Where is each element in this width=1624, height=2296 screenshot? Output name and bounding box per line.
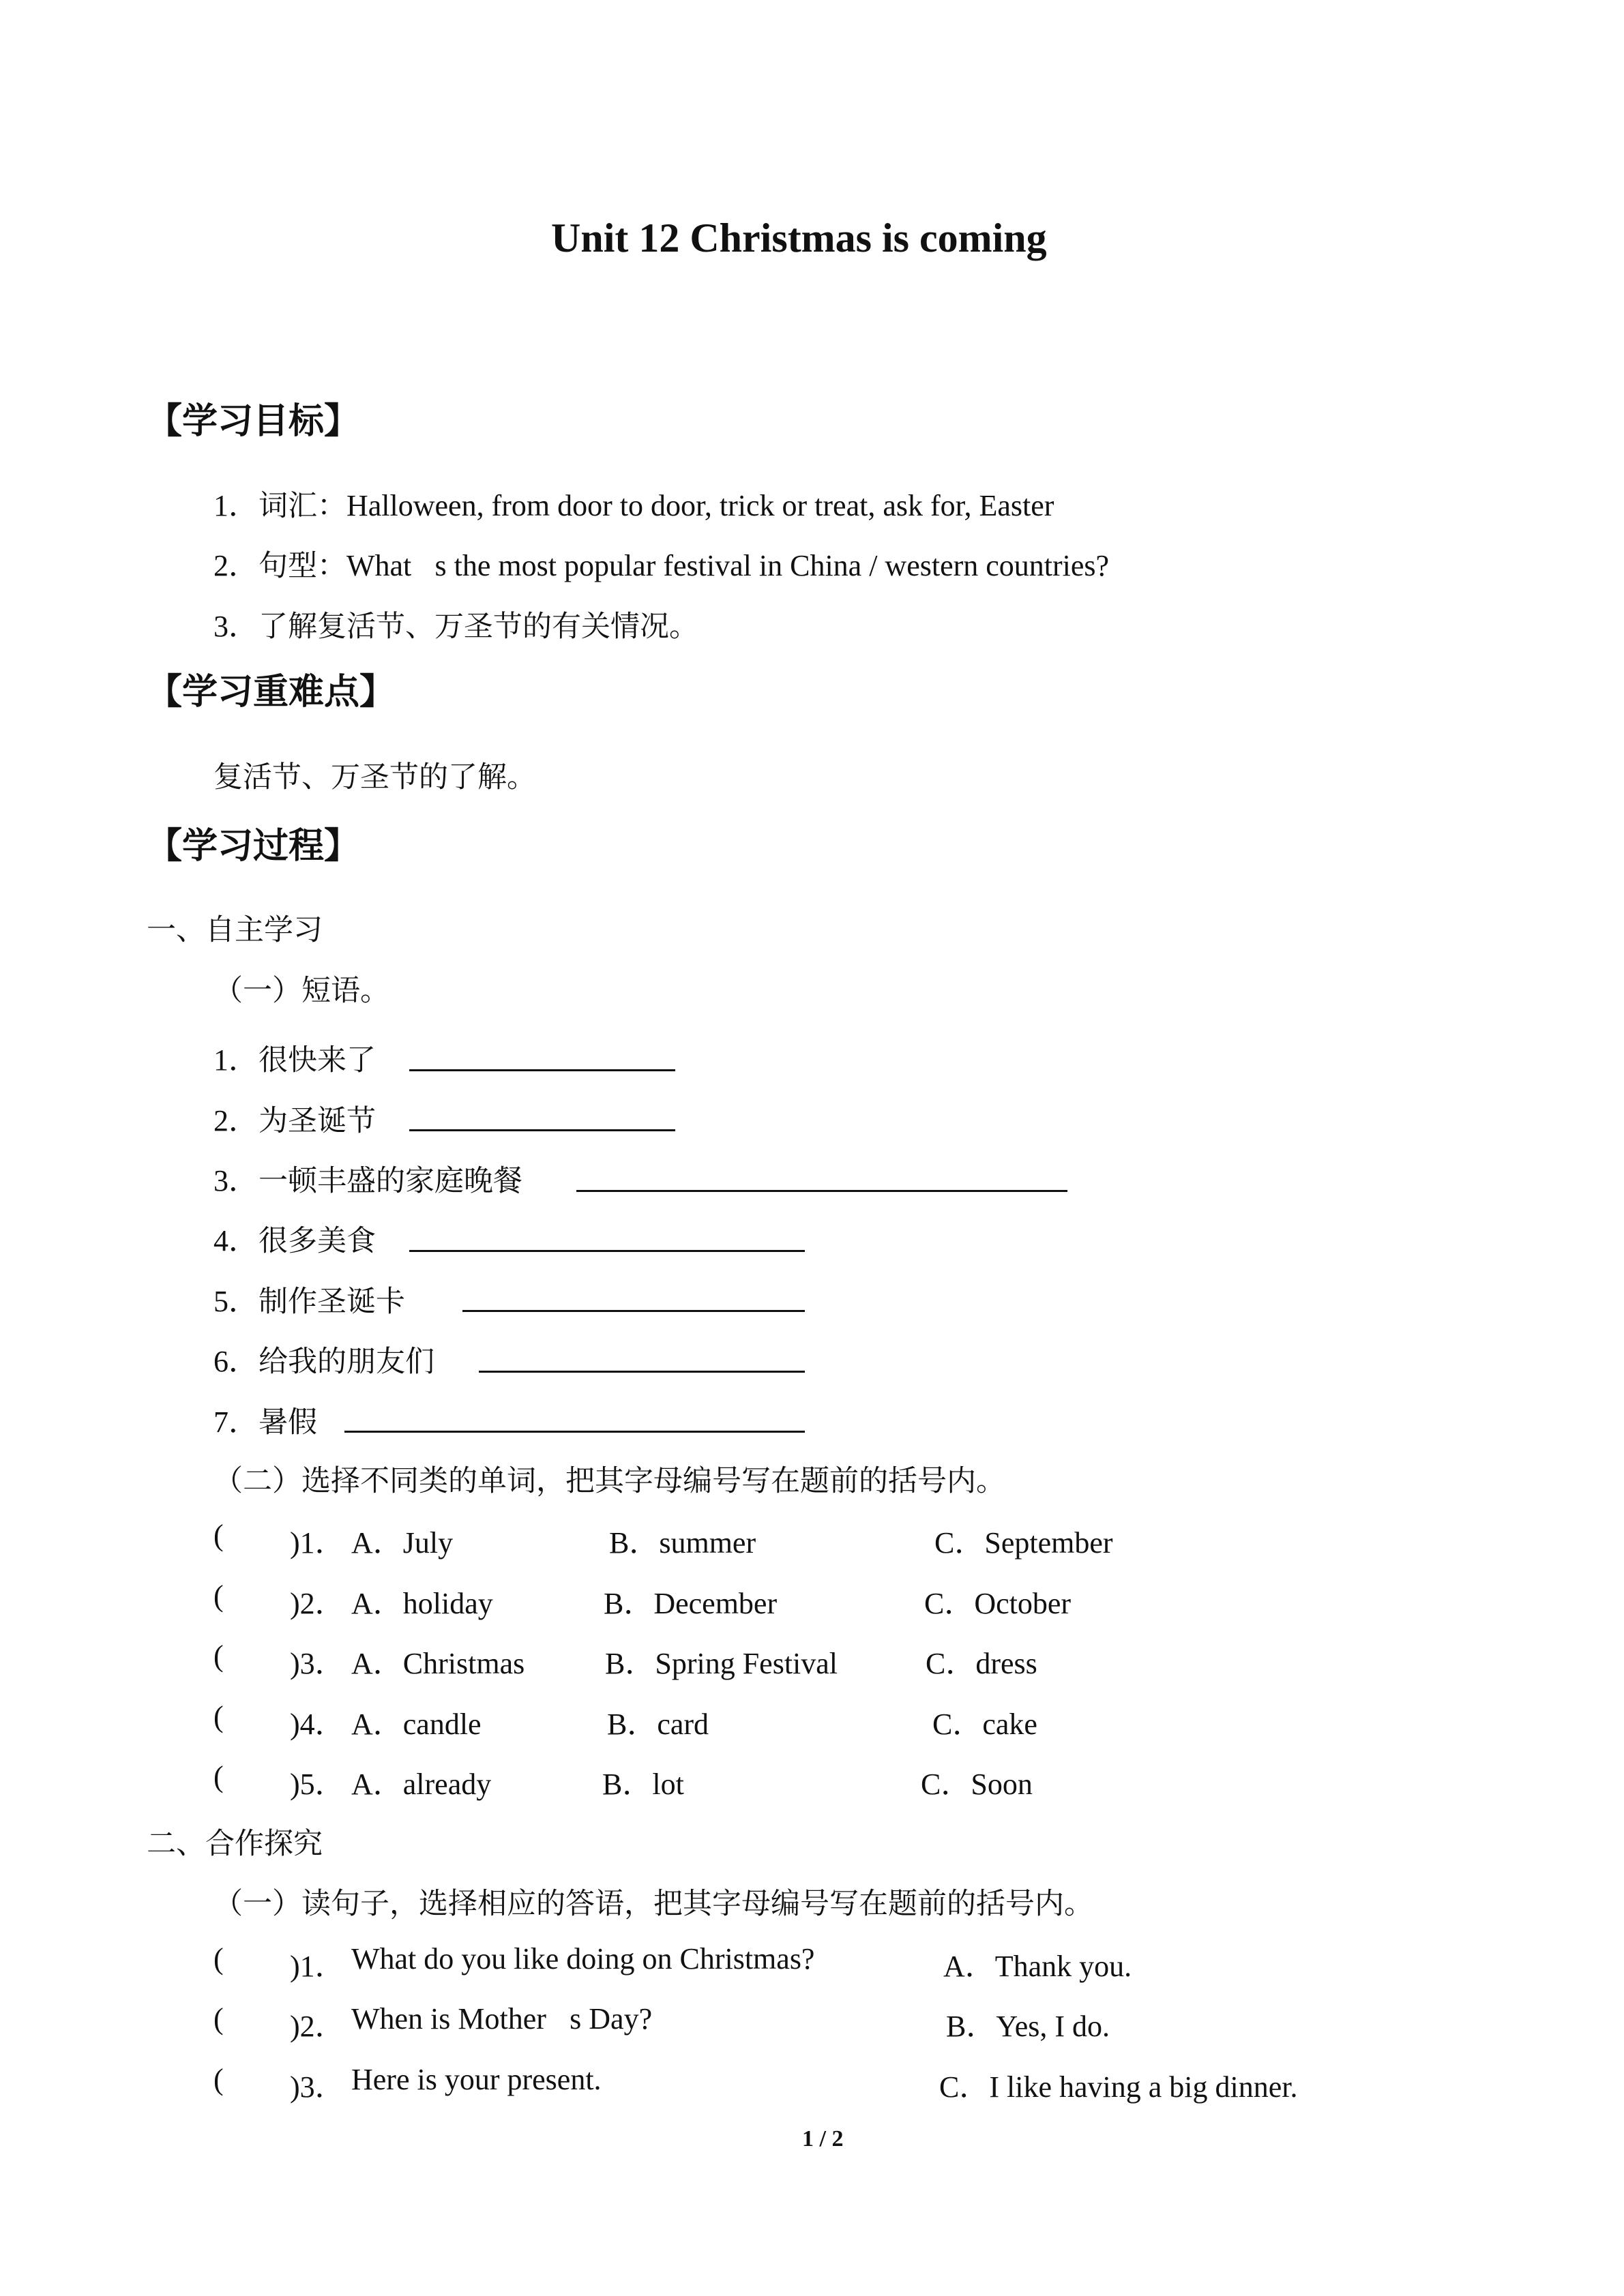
answer-blank[interactable] bbox=[409, 1250, 805, 1252]
phrase-item-1 bbox=[213, 1035, 376, 1079]
section-heading-process: 【学习过程】 bbox=[147, 826, 360, 867]
match-paren[interactable]: ( bbox=[213, 2063, 224, 2096]
choice-number: )4． bbox=[290, 1708, 345, 1741]
choice-number: )5． bbox=[290, 1768, 345, 1801]
phrase-text: 暑假 bbox=[259, 1405, 317, 1440]
page-title: Unit 12 Christmas is coming bbox=[551, 215, 1047, 260]
choice-option-c: C．Soon bbox=[921, 1768, 1033, 1801]
choice-paren[interactable]: ( bbox=[213, 1760, 224, 1793]
match-paren[interactable]: ( bbox=[213, 2002, 224, 2036]
choice-option-b: B．lot bbox=[602, 1768, 684, 1801]
choice-option-a: A．Christmas bbox=[351, 1647, 525, 1680]
match-answer: B．Yes, I do. bbox=[946, 2010, 1110, 2043]
objective-text: Halloween, from door to door, trick or treat, ask for, Easter bbox=[346, 489, 1054, 522]
answer-blank[interactable] bbox=[344, 1431, 805, 1433]
answer-blank[interactable] bbox=[409, 1129, 675, 1131]
choice-option-c: C．September bbox=[934, 1526, 1113, 1560]
choice-number: )3． bbox=[290, 1647, 345, 1680]
subheading-odd-one-out: （二）选择不同类的单词，把其字母编号写在题前的括号内。 bbox=[213, 1464, 1005, 1498]
page-number: 1 / 2 bbox=[802, 2126, 844, 2151]
objective-number: 3． bbox=[213, 610, 259, 643]
choice-option-c: C．dress bbox=[926, 1647, 1037, 1680]
choice-number: )2． bbox=[290, 1587, 345, 1620]
phrase-number: 4． bbox=[213, 1224, 259, 1257]
answer-blank[interactable] bbox=[479, 1371, 805, 1373]
objective-item-3 bbox=[213, 601, 698, 645]
choice-paren[interactable]: ( bbox=[213, 1579, 224, 1613]
phrase-text: 很多美食 bbox=[259, 1224, 376, 1258]
objective-label: 词汇： bbox=[259, 489, 346, 523]
objective-item-2 bbox=[213, 541, 1109, 584]
objective-item-1 bbox=[213, 481, 1054, 524]
match-number: )2． bbox=[290, 2010, 345, 2043]
choice-option-a: A．July bbox=[351, 1526, 454, 1560]
choice-paren[interactable]: ( bbox=[213, 1700, 224, 1733]
answer-blank[interactable] bbox=[409, 1069, 675, 1071]
match-question: Here is your present. bbox=[351, 2063, 602, 2096]
choice-paren[interactable]: ( bbox=[213, 1639, 224, 1673]
choice-paren[interactable]: ( bbox=[213, 1519, 224, 1552]
answer-blank[interactable] bbox=[462, 1310, 805, 1312]
phrase-item-4 bbox=[213, 1216, 376, 1259]
phrase-number: 3． bbox=[213, 1164, 259, 1197]
phrase-number: 7． bbox=[213, 1405, 259, 1439]
key-points-text: 复活节、万圣节的了解。 bbox=[213, 760, 536, 794]
phrase-item-2 bbox=[213, 1096, 376, 1139]
section-heading-key-points: 【学习重难点】 bbox=[147, 672, 396, 713]
match-number: )3． bbox=[290, 2070, 345, 2104]
part-heading-self-study: 一、自主学习 bbox=[147, 913, 323, 947]
phrase-item-6 bbox=[213, 1337, 434, 1380]
match-question: When is Mother s Day? bbox=[351, 2002, 653, 2036]
phrase-number: 2． bbox=[213, 1104, 259, 1137]
choice-number: )1． bbox=[290, 1526, 345, 1560]
phrase-item-3 bbox=[213, 1156, 522, 1199]
phrase-item-7 bbox=[213, 1397, 317, 1441]
choice-option-b: B．Spring Festival bbox=[605, 1647, 838, 1680]
objective-label: 句型： bbox=[259, 549, 346, 583]
objective-text: 了解复活节、万圣节的有关情况。 bbox=[259, 610, 698, 644]
subheading-phrases: （一）短语。 bbox=[213, 974, 389, 1008]
match-paren[interactable]: ( bbox=[213, 1942, 224, 1976]
objective-number: 1． bbox=[213, 489, 259, 522]
choice-option-a: A．already bbox=[351, 1768, 492, 1801]
phrase-item-5 bbox=[213, 1277, 405, 1320]
match-question: What do you like doing on Christmas? bbox=[351, 1942, 815, 1976]
phrase-text: 很快来了 bbox=[259, 1043, 376, 1077]
objective-number: 2． bbox=[213, 549, 259, 582]
phrase-number: 5． bbox=[213, 1285, 259, 1318]
match-number: )1． bbox=[290, 1950, 345, 1983]
choice-option-a: A．holiday bbox=[351, 1587, 493, 1620]
phrase-text: 为圣诞节 bbox=[259, 1104, 376, 1138]
phrase-number: 6． bbox=[213, 1345, 259, 1378]
phrase-number: 1． bbox=[213, 1043, 259, 1077]
phrase-text: 给我的朋友们 bbox=[259, 1345, 434, 1379]
match-answer: C．I like having a big dinner. bbox=[939, 2070, 1298, 2104]
phrase-text: 一顿丰盛的家庭晚餐 bbox=[259, 1164, 522, 1198]
choice-option-c: C．cake bbox=[932, 1708, 1037, 1741]
objective-text: What s the most popular festival in China / western countries? bbox=[346, 549, 1110, 582]
choice-option-b: B．summer bbox=[609, 1526, 756, 1560]
match-answer: A．Thank you. bbox=[943, 1950, 1132, 1983]
answer-blank[interactable] bbox=[576, 1190, 1067, 1192]
phrase-text: 制作圣诞卡 bbox=[259, 1285, 405, 1319]
subheading-match-answers: （一）读句子，选择相应的答语，把其字母编号写在题前的括号内。 bbox=[213, 1887, 1093, 1921]
choice-option-a: A．candle bbox=[351, 1708, 482, 1741]
part-heading-cooperative: 二、合作探究 bbox=[147, 1827, 323, 1861]
choice-option-b: B．card bbox=[607, 1708, 709, 1741]
choice-option-b: B．December bbox=[604, 1587, 778, 1620]
choice-option-c: C．October bbox=[924, 1587, 1072, 1620]
section-heading-objectives: 【学习目标】 bbox=[147, 401, 360, 442]
